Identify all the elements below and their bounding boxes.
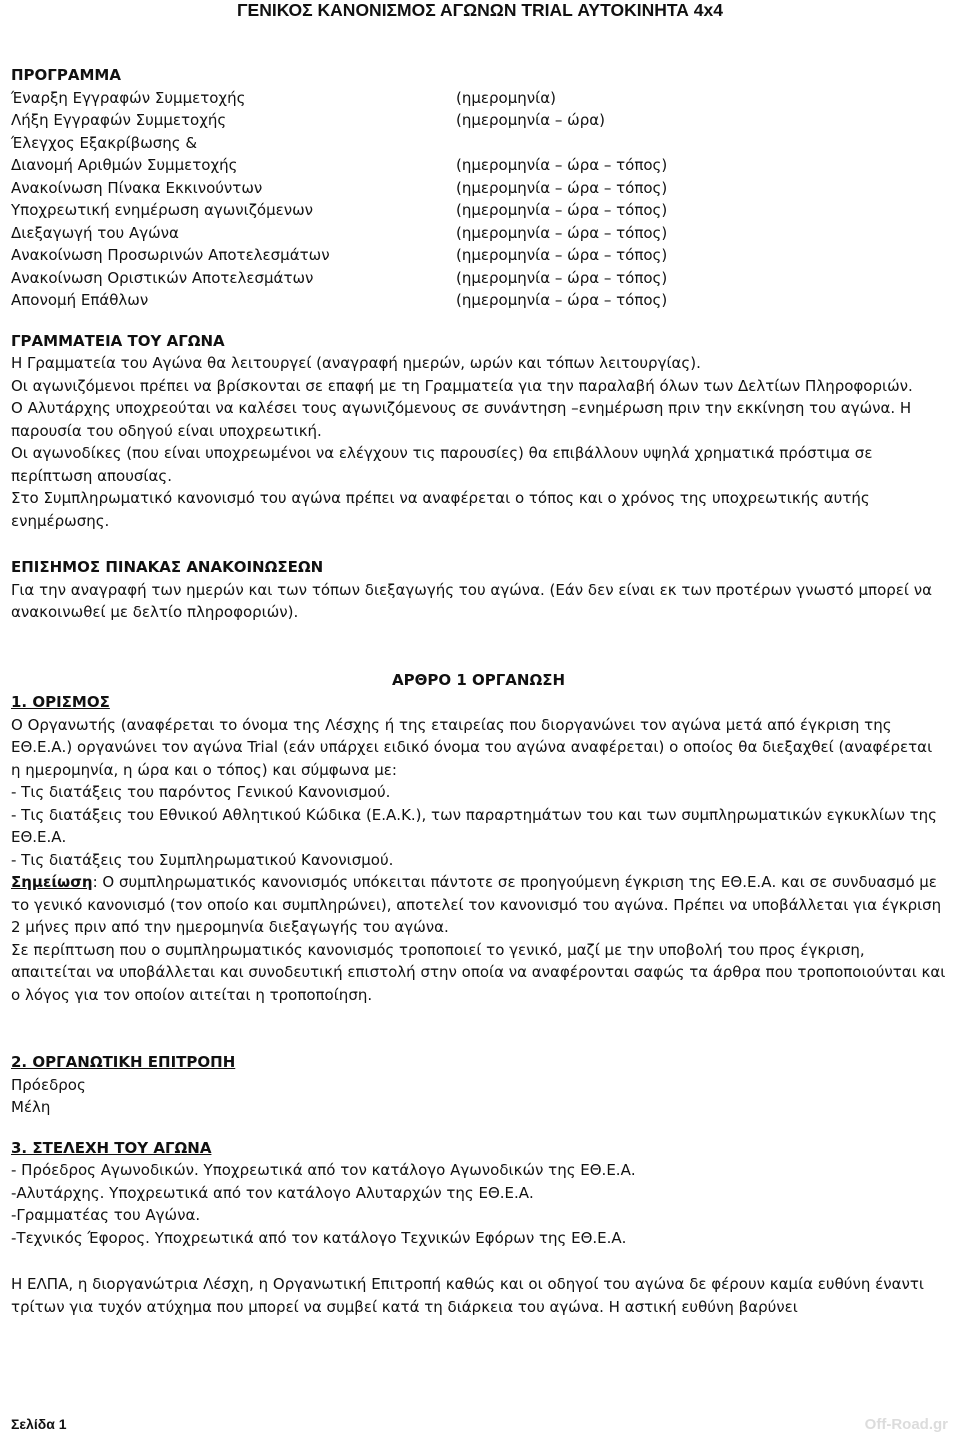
schedule-value: (ημερομηνία – ώρα – τόπος) bbox=[456, 268, 668, 287]
schedule-row bbox=[11, 154, 946, 177]
schedule-label: Ανακοίνωση Οριστικών Αποτελεσμάτων bbox=[11, 268, 314, 287]
schedule-row bbox=[11, 87, 946, 110]
subsection-heading-orismos: 1. ΟΡΙΣΜΟΣ bbox=[11, 693, 110, 711]
list-item: -Τεχνικός Έφορος. Υποχρεωτικά από τον κατάλογο Τεχνικών Εφόρων της ΕΘ.Ε.Α. bbox=[11, 1228, 627, 1247]
schedule-row bbox=[11, 109, 946, 132]
paragraph: Στο Συμπληρωματικό κανονισμό του αγώνα πρέπει να αναφέρεται ο τόπος και ο χρόνος της υποχρεωτικής αυτής ενημέρωσης. bbox=[11, 489, 870, 530]
schedule-label: Υποχρεωτική ενημέρωση αγωνιζόμενων bbox=[11, 201, 314, 219]
schedule-value: (ημερομηνία – ώρα – τόπος) bbox=[456, 201, 668, 219]
list-item: - Τις διατάξεις του Εθνικού Αθλητικού Κώδικα (Ε.Α.Κ.), των παραρτημάτων του και των συμπληρωματικών εγκυκλίων της ΕΘ.Ε.Α. bbox=[11, 805, 937, 846]
schedule-row bbox=[11, 132, 946, 155]
schedule-row bbox=[11, 177, 946, 200]
paragraph: Για την αναγραφή των ημερών και των τόπων διεξαγωγής του αγώνα. (Εάν δεν είναι εκ των προτέρων γνωστό μπορεί να ανακοινωθεί με δελτίο πληροφοριών). bbox=[11, 580, 932, 621]
schedule-label: Απονομή Επάθλων bbox=[11, 291, 149, 309]
section-heading-grammateia: ΓΡΑΜΜΑΤΕΙΑ ΤΟΥ ΑΓΩΝΑ bbox=[11, 331, 225, 350]
note-label: Σημείωση bbox=[11, 873, 93, 891]
schedule-value: (ημερομηνία – ώρα – τόπος) bbox=[456, 246, 668, 264]
schedule-label: Έλεγχος Εξακρίβωσης & bbox=[11, 133, 198, 152]
list-item: -Αλυτάρχης. Υποχρεωτικά από τον κατάλογο Αλυταρχών της ΕΘ.Ε.Α. bbox=[11, 1183, 534, 1202]
section-heading-programma: ΠΡΟΓΡΑΜΜΑ bbox=[11, 66, 121, 84]
paragraph: Η Γραμματεία του Αγώνα θα λειτουργεί (αναγραφή ημερών, ωρών και τόπων λειτουργίας). bbox=[11, 354, 701, 372]
schedule-label: Διεξαγωγή του Αγώνα bbox=[11, 223, 179, 242]
subsection-heading-stelexi: 3. ΣΤΕΛΕΧΗ ΤΟΥ ΑΓΩΝΑ bbox=[11, 1138, 212, 1157]
schedule-label: Ανακοίνωση Προσωρινών Αποτελεσμάτων bbox=[11, 246, 330, 264]
schedule-value: (ημερομηνία) bbox=[456, 88, 556, 107]
list-item: Μέλη bbox=[11, 1098, 51, 1116]
article-heading: ΑΡΘΡΟ 1 ΟΡΓΑΝΩΣΗ bbox=[392, 670, 565, 689]
schedule-label: Λήξη Εγγραφών Συμμετοχής bbox=[11, 111, 227, 129]
schedule-row bbox=[11, 222, 946, 245]
schedule-row bbox=[11, 267, 946, 290]
note-paragraph bbox=[11, 871, 946, 939]
paragraph: Ο Οργανωτής (αναφέρεται το όνομα της Λέσχης ή της εταιρείας που διοργανώνει τον αγώνα μετά από έγκριση της ΕΘ.Ε.Α.) οργανώνει τον αγώνα Trial (εάν υπάρχει ειδικό όνομα του αγώνα αναφέρεται) ο οποίος θα διεξαχθεί (αναφέρεται η ημερομηνία, η ώρα και ο τόπος) και σύμφωνα με: bbox=[11, 715, 933, 779]
watermark: Off-Road.gr bbox=[864, 1416, 948, 1433]
schedule-row bbox=[11, 199, 946, 222]
paragraph: Οι αγωνιζόμενοι πρέπει να βρίσκονται σε επαφή με τη Γραμματεία για την παραλαβή όλων των Δελτίων Πληροφοριών. bbox=[11, 376, 913, 395]
paragraph: Ο Αλυτάρχης υποχρεούται να καλέσει τους αγωνιζόμενους σε συνάντηση –ενημέρωση πριν την εκκίνηση του αγώνα. Η παρουσία του οδηγού είναι υποχρεωτική. bbox=[11, 399, 912, 440]
list-item: - Πρόεδρος Αγωνοδικών. Υποχρεωτικά από τον κατάλογο Αγωνοδικών της ΕΘ.Ε.Α. bbox=[11, 1161, 636, 1179]
schedule-row bbox=[11, 289, 946, 312]
note-text: : Ο συμπληρωματικός κανονισμός υπόκειται πάντοτε σε προηγούμενη έγκριση της ΕΘ.Ε.Α. και σε συνδυασμό με το γενικό κανονισμό (τον οποίο και συμπληρώνει), αποτελεί τον κανονισμό του αγώνα. Πρέπει να υποβάλλεται για έγκριση 2 μήνες πριν από την ημερομηνία διεξαγωγής του αγώνα. bbox=[11, 873, 942, 936]
paragraph: Σε περίπτωση που ο συμπληρωματικός κανονισμός τροποποιεί το γενικό, μαζί με την υποβολή του προς έγκριση, απαιτείται να υποβάλλεται και συνοδευτική επιστολή στην οποία να αναφέρονται σαφώς τα άρθρα που τροποποιούνται και ο λόγος για τον οποίον αιτείται η τροποποίηση. bbox=[11, 940, 946, 1004]
section-heading-pinakas: ΕΠΙΣΗΜΟΣ ΠΙΝΑΚΑΣ ΑΝΑΚΟΙΝΩΣΕΩΝ bbox=[11, 558, 324, 576]
schedule-table bbox=[11, 87, 946, 312]
paragraph: Οι αγωνοδίκες (που είναι υποχρεωμένοι να ελέγχουν τις παρουσίες) θα επιβάλλουν υψηλά χρηματικά πρόστιμα σε περίπτωση απουσίας. bbox=[11, 444, 873, 485]
schedule-label: Έναρξη Εγγραφών Συμμετοχής bbox=[11, 88, 246, 107]
paragraph: Η ΕΛΠΑ, η διοργανώτρια Λέσχη, η Οργανωτική Επιτροπή καθώς και οι οδηγοί του αγώνα δε φέρουν καμία ευθύνη έναντι τρίτων για τυχόν ατύχημα που μπορεί να συμβεί κατά τη διάρκεια του αγώνα. Η αστική ευθύνη βαρύνει bbox=[11, 1275, 924, 1316]
schedule-row bbox=[11, 244, 946, 267]
document-title: ΓΕΝΙΚΟΣ ΚΑΝΟΝΙΣΜΟΣ ΑΓΩΝΩΝ TRIAL ΑΥΤΟΚΙΝΗΤΑ 4x4 bbox=[237, 0, 723, 20]
schedule-value: (ημερομηνία – ώρα – τόπος) bbox=[456, 291, 668, 309]
schedule-value: (ημερομηνία – ώρα – τόπος) bbox=[456, 178, 668, 197]
list-item: - Τις διατάξεις του Συμπληρωματικού Κανονισμού. bbox=[11, 850, 394, 869]
list-item: -Γραμματέας του Αγώνα. bbox=[11, 1206, 201, 1224]
subsection-heading-epitropi: 2. ΟΡΓΑΝΩΤΙΚΗ ΕΠΙΤΡΟΠΗ bbox=[11, 1053, 236, 1071]
page-number: Σελίδα 1 bbox=[11, 1416, 67, 1432]
list-item: Πρόεδρος bbox=[11, 1075, 86, 1094]
list-item: - Τις διατάξεις του παρόντος Γενικού Κανονισμού. bbox=[11, 783, 391, 801]
schedule-value: (ημερομηνία – ώρα – τόπος) bbox=[456, 223, 668, 242]
document-body bbox=[11, 64, 946, 1318]
schedule-value: (ημερομηνία – ώρα) bbox=[456, 111, 605, 129]
schedule-label: Ανακοίνωση Πίνακα Εκκινούντων bbox=[11, 178, 263, 197]
schedule-label: Διανομή Αριθμών Συμμετοχής bbox=[11, 156, 238, 174]
schedule-value: (ημερομηνία – ώρα – τόπος) bbox=[456, 156, 668, 174]
